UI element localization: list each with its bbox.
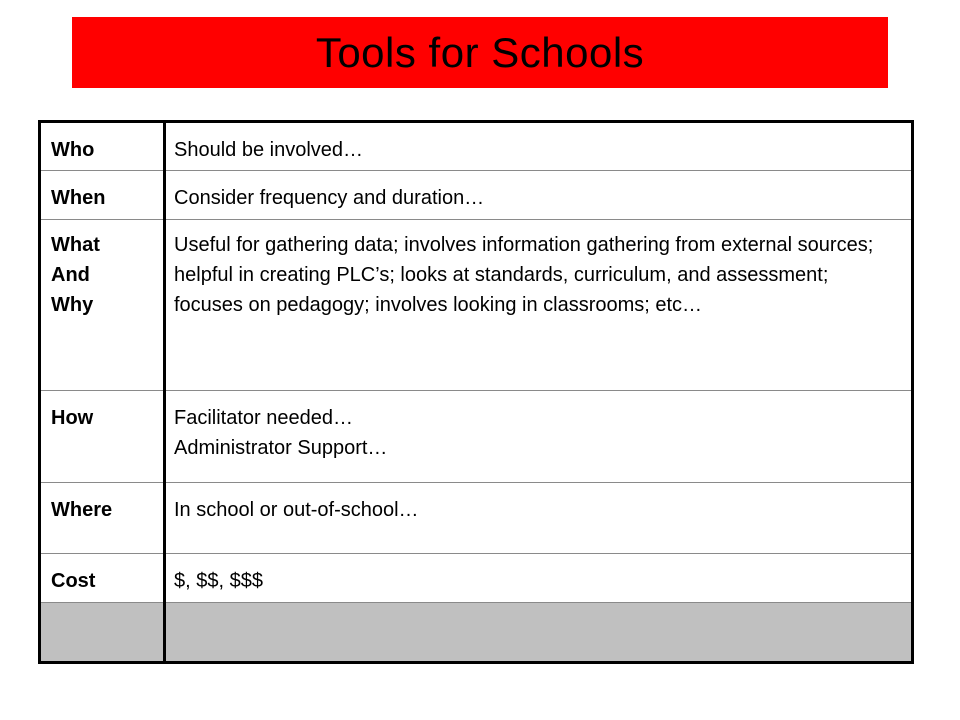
title-banner [72, 17, 888, 88]
label-line-and: And [51, 264, 90, 286]
row-label-what-and-why [40, 220, 165, 391]
table-row-where [40, 483, 913, 554]
table-row-when [40, 171, 913, 220]
row-text-what-and-why: Useful for gathering data; involves information gathering from external sources; helpful in creating PLC’s; looks at standards, curriculum, and assessment; focuses on pedagogy; involves looking in classrooms; etc… [165, 220, 913, 391]
row-text-cost: $, $$, $$$ [165, 554, 913, 603]
row-label-when: When [40, 171, 165, 220]
row-text-who: Should be involved… [165, 122, 913, 171]
row-label-how: How [40, 391, 165, 483]
row-label-empty [40, 603, 165, 663]
row-text-empty [165, 603, 913, 663]
row-label-who: Who [40, 122, 165, 171]
table-row-empty [40, 603, 913, 663]
table-row-how [40, 391, 913, 483]
label-line-why: Why [51, 294, 94, 316]
row-label-where: Where [40, 483, 165, 554]
page-title: Tools for Schools [315, 28, 645, 76]
how-line-admin-support: Administrator Support… [174, 437, 388, 459]
label-line-what: What [51, 234, 100, 256]
row-label-cost: Cost [40, 554, 165, 603]
table-row-cost [40, 554, 913, 603]
row-text-where: In school or out-of-school… [165, 483, 913, 554]
row-text-how [165, 391, 913, 483]
table-row-what-and-why [40, 220, 913, 391]
tools-table [38, 120, 914, 664]
row-text-when: Consider frequency and duration… [165, 171, 913, 220]
how-line-facilitator: Facilitator needed… [174, 407, 353, 429]
table-row-who [40, 122, 913, 171]
